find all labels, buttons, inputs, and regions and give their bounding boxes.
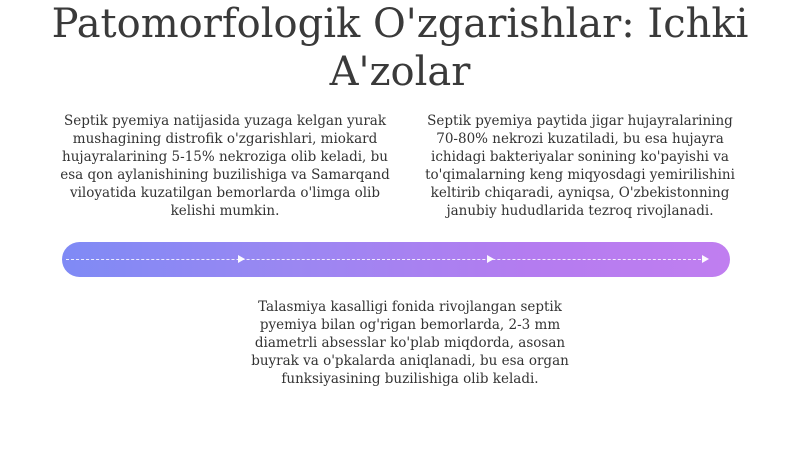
arrow-right-icon <box>238 255 245 263</box>
timeline-dashed-line <box>66 259 706 260</box>
page-title: Patomorfologik O'zgarishlar: Ichki A'zolar <box>51 1 749 95</box>
text-block-kidney-lung: Talasmiya kasalligi fonida rivojlangan septik pyemiya bilan og'rigan bemorlarda, 2-3 mm diametrli absesslar ko'plab miqdorda, asosan buyrak va o'pkalarda aniqlanadi, bu esa organ funksiyasining buzilishiga olib keladi. <box>251 299 569 387</box>
text-block-liver: Septik pyemiya paytida jigar hujayralarining 70-80% nekrozi kuzatiladi, bu esa hujayra ichidagi bakteriyalar sonining ko'payishi va to'qimalarning keng miqyosdagi yemirilishini keltirib chiqaradi, ayniqsa, O'zbekistonning janubiy hududlarida tezroq rivojlanadi. <box>425 113 735 219</box>
arrow-right-icon <box>702 255 709 263</box>
arrow-right-icon <box>487 255 494 263</box>
text-block-heart: Septik pyemiya natijasida yuzaga kelgan yurak mushagining distrofik o'zgarishlari, miokard hujayralarining 5-15% nekroziga olib keladi, bu esa qon aylanishining buzilishiga va Samarqand viloyatida kuzatilgan bemorlarda o'limga olib kelishi mumkin. <box>60 113 390 219</box>
timeline-bar <box>62 242 730 277</box>
